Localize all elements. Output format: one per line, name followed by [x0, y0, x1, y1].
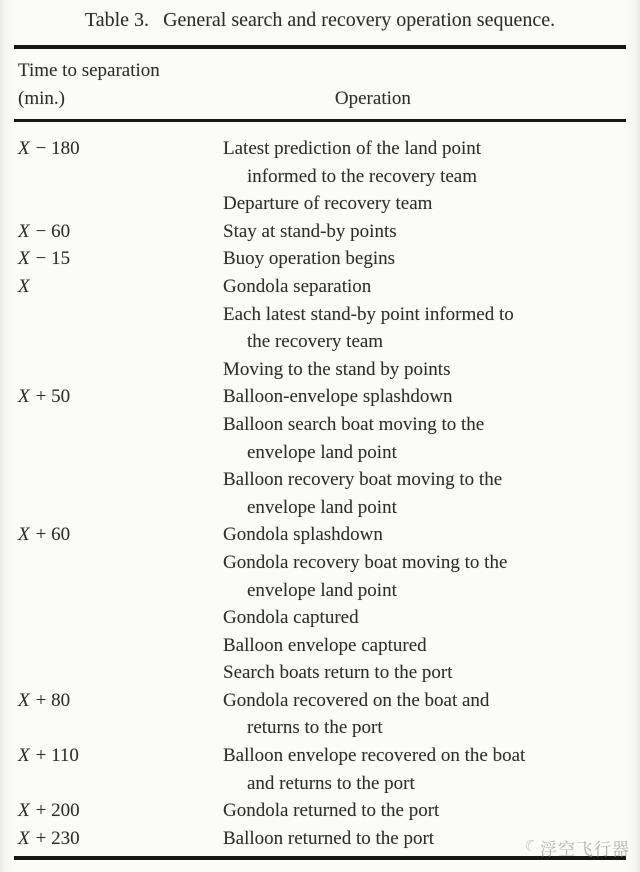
- time-variable: X: [18, 689, 30, 711]
- operation-line: Balloon recovery boat moving to the: [223, 469, 503, 491]
- time-cell: [18, 825, 223, 853]
- table-row: [18, 273, 626, 383]
- table-row: [18, 742, 626, 797]
- operation-line: Buoy operation begins: [223, 248, 396, 270]
- operation-line: Gondola separation: [223, 275, 372, 297]
- watermark-text: 浮空飞行器: [540, 840, 630, 859]
- operation-lines: [223, 135, 626, 218]
- operation-line: Gondola returned to the port: [223, 800, 440, 822]
- table-header: [14, 49, 626, 113]
- table-caption: [14, 6, 626, 34]
- time-variable: X: [18, 524, 30, 546]
- operation-lines: [223, 797, 626, 825]
- operation-line: Balloon returned to the port: [223, 827, 435, 849]
- time-cell: [18, 687, 223, 715]
- operation-line: Latest prediction of the land point: [223, 138, 482, 159]
- time-variable: X: [18, 827, 30, 849]
- operation-lines: [223, 687, 626, 742]
- time-column-header-line2: (min.): [18, 88, 65, 109]
- operation-column-header: Operation: [334, 88, 411, 109]
- table-row: [18, 245, 626, 273]
- operation-lines: [223, 383, 626, 521]
- time-offset: + 60: [35, 524, 71, 546]
- table-row: [18, 383, 626, 521]
- operation-lines: [223, 521, 626, 687]
- time-variable: X: [18, 386, 30, 408]
- time-cell: [18, 383, 223, 411]
- operation-line: Each latest stand-by point informed to: [223, 303, 514, 325]
- time-variable: X: [18, 248, 30, 270]
- operation-line: Gondola captured: [223, 607, 359, 629]
- time-variable: X: [18, 800, 30, 822]
- table-body: [14, 122, 626, 852]
- operation-line: returns to the port: [247, 717, 383, 739]
- time-variable: X: [18, 138, 30, 159]
- time-offset: − 15: [35, 248, 71, 270]
- time-offset: + 200: [35, 800, 80, 822]
- operation-line: Balloon-envelope splashdown: [223, 386, 453, 408]
- time-cell: [18, 218, 223, 246]
- time-cell: [18, 273, 223, 301]
- operation-line: Moving to the stand by points: [223, 358, 451, 380]
- time-offset: + 110: [35, 745, 79, 767]
- time-column-header-line1: Time to separation: [18, 60, 160, 81]
- operation-lines: [223, 273, 626, 383]
- operation-lines: [223, 245, 626, 273]
- time-column-header: [18, 57, 160, 113]
- time-offset: − 60: [35, 220, 71, 242]
- operation-line: Departure of recovery team: [223, 193, 433, 215]
- time-variable: X: [18, 275, 30, 297]
- watermark: [521, 835, 630, 860]
- operation-lines: [223, 218, 626, 246]
- operation-line: the recovery team: [247, 331, 384, 353]
- time-cell: [18, 797, 223, 825]
- time-offset: + 230: [35, 827, 80, 849]
- crescent-moon-icon: ☾: [521, 837, 540, 857]
- table-row: [18, 521, 626, 687]
- time-offset: + 50: [35, 386, 71, 408]
- operation-line: envelope land point: [247, 496, 397, 518]
- table-row: [18, 218, 626, 246]
- time-cell: [18, 135, 223, 163]
- time-offset: + 80: [35, 689, 71, 711]
- table-caption-text: General search and recovery operation sequence.: [163, 9, 556, 31]
- operation-line: Balloon envelope captured: [223, 634, 427, 656]
- operation-line: envelope land point: [247, 579, 397, 601]
- table-row: [18, 797, 626, 825]
- operation-line: Gondola splashdown: [223, 524, 383, 546]
- time-variable: X: [18, 745, 30, 767]
- time-cell: [18, 742, 223, 770]
- time-cell: [18, 521, 223, 549]
- operation-line: Gondola recovered on the boat and: [223, 689, 490, 711]
- table-row: [18, 135, 626, 218]
- operation-line: informed to the recovery team: [247, 165, 478, 187]
- operation-line: Balloon envelope recovered on the boat: [223, 745, 526, 767]
- operation-line: Search boats return to the port: [223, 662, 453, 684]
- operation-line: Gondola recovery boat moving to the: [223, 551, 508, 573]
- operation-line: Balloon search boat moving to the: [223, 413, 485, 435]
- table-label: Table 3.: [84, 9, 150, 31]
- operation-line: and returns to the port: [247, 772, 415, 794]
- time-offset: − 180: [35, 138, 80, 159]
- operation-lines: [223, 742, 626, 797]
- time-cell: [18, 245, 223, 273]
- time-variable: X: [18, 220, 30, 242]
- table-row: [18, 687, 626, 742]
- operation-line: envelope land point: [247, 441, 397, 463]
- operation-line: Stay at stand-by points: [223, 220, 397, 242]
